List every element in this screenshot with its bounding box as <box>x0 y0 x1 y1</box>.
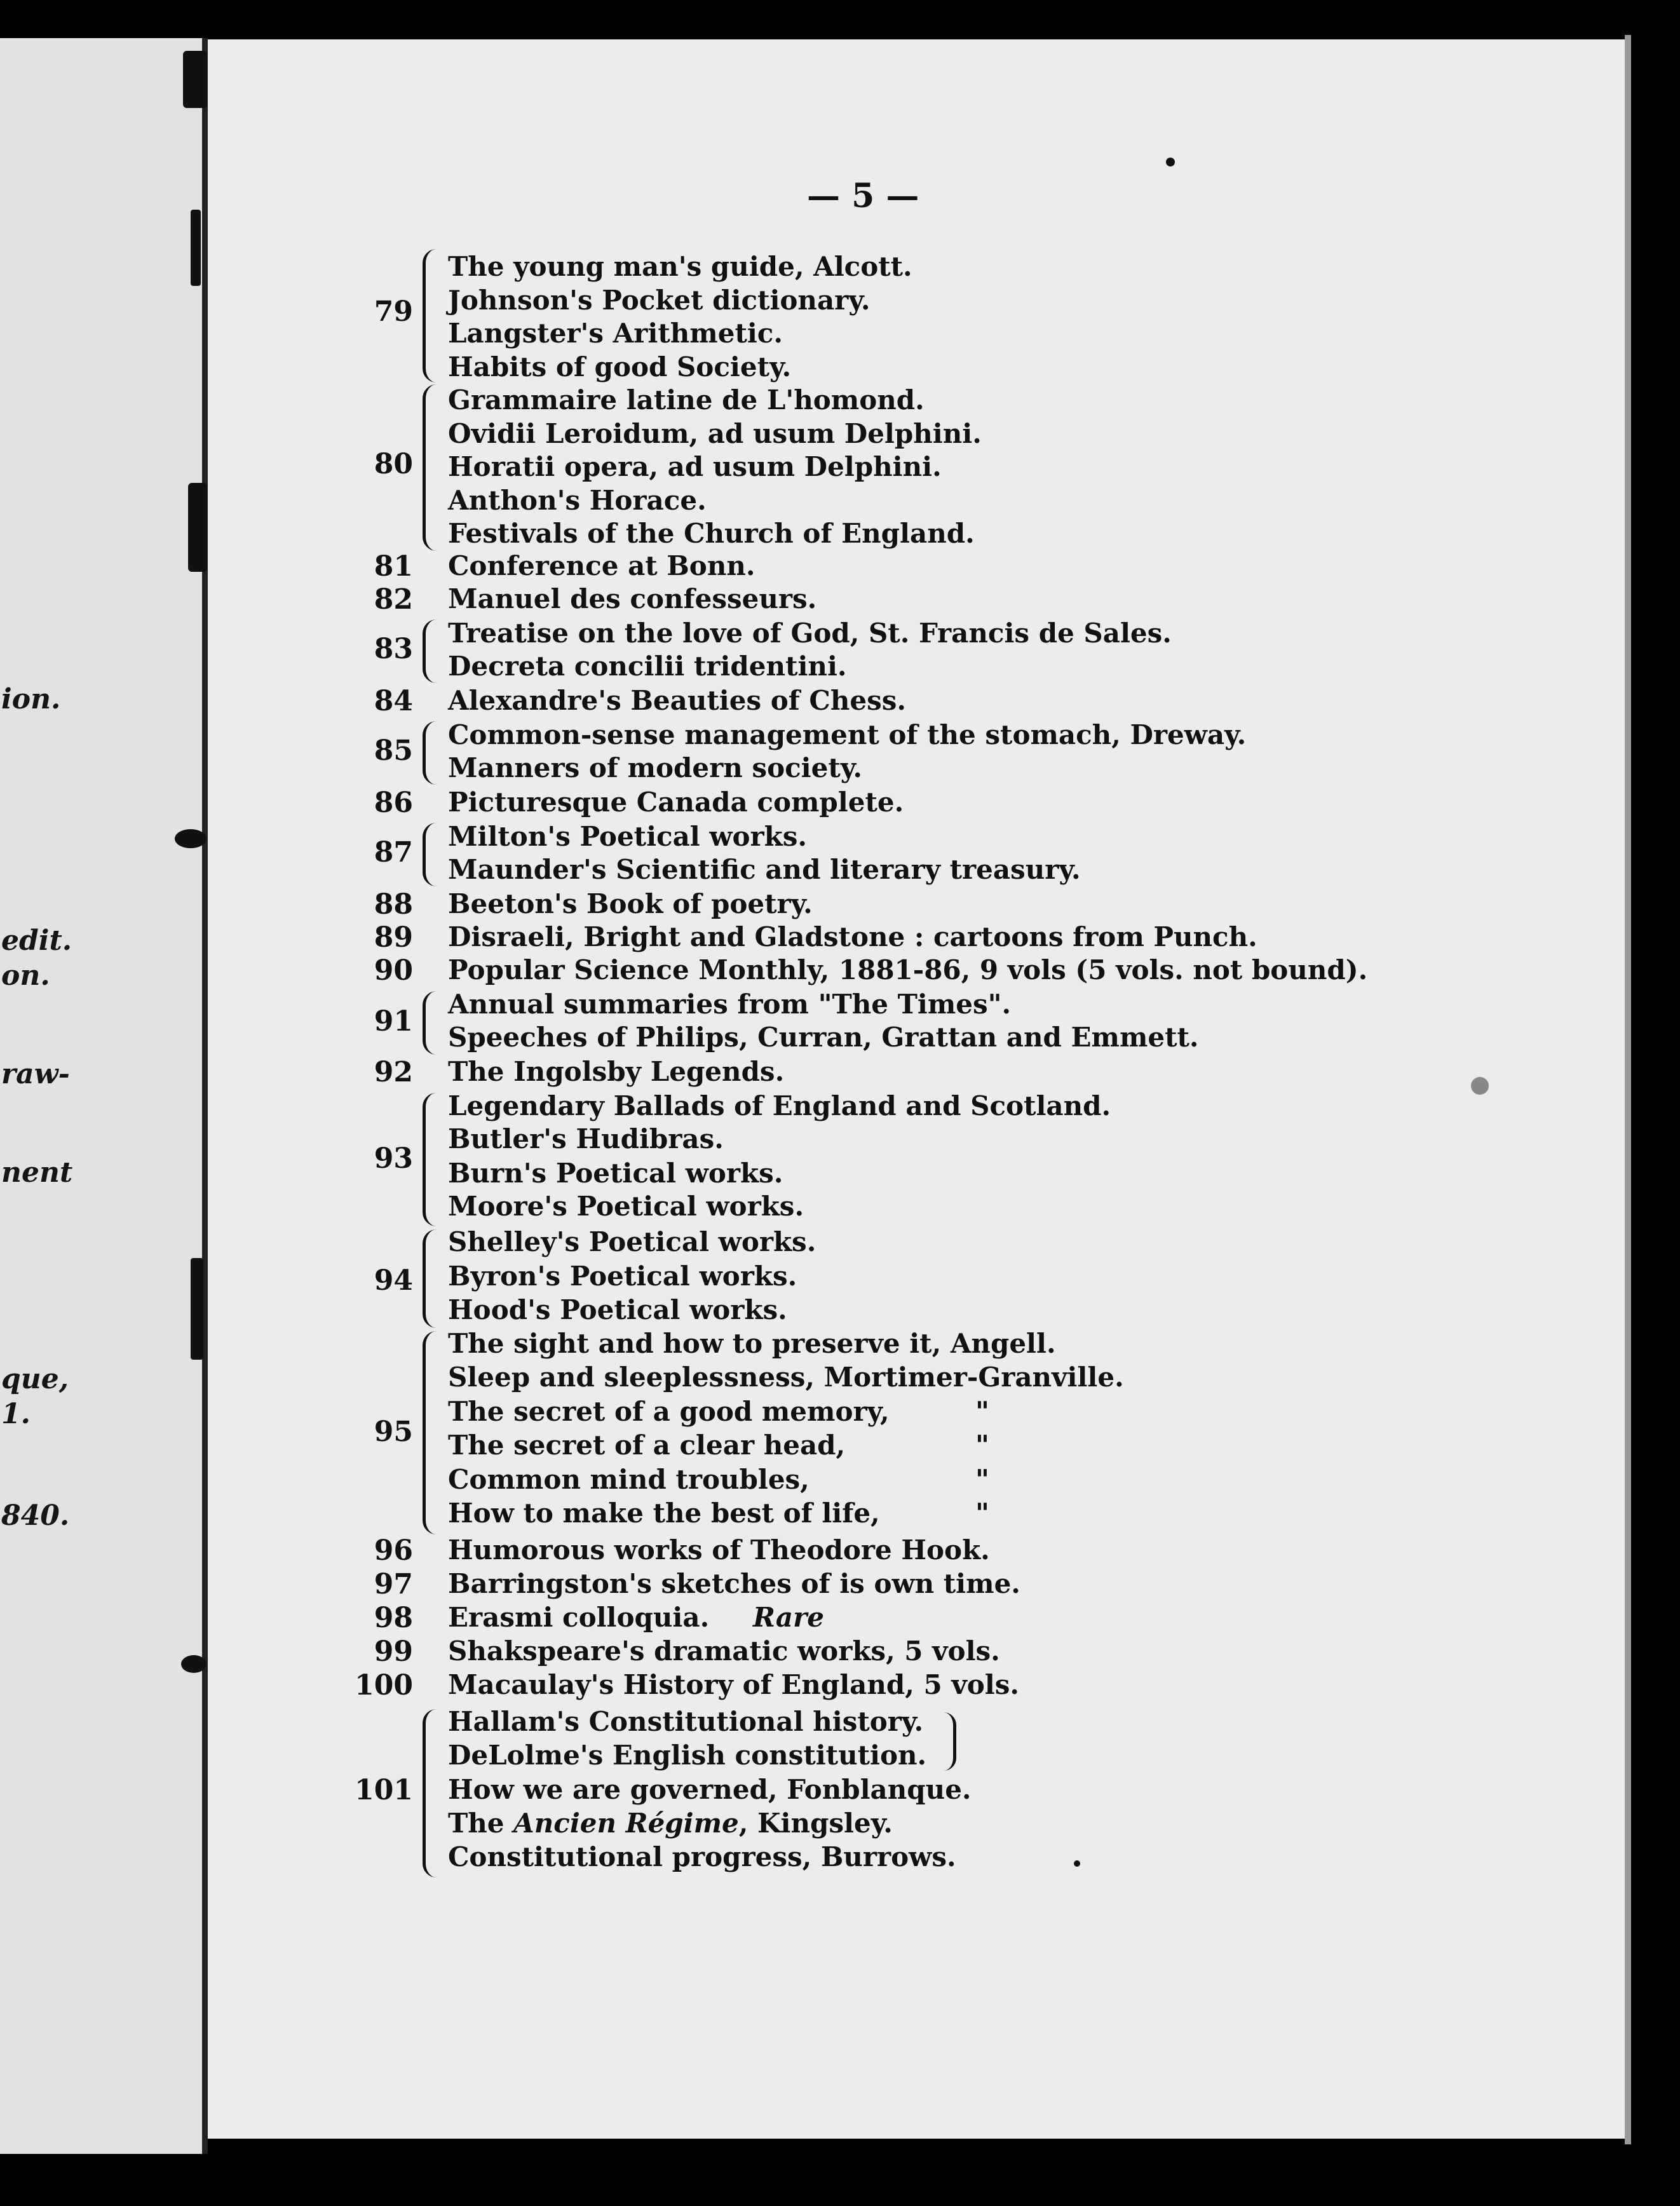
lot-number: 89 <box>374 921 413 954</box>
entry-line: DeLolme's English constitution. <box>448 1740 927 1771</box>
lot-number: 85 <box>374 734 413 767</box>
entry-line: Maunder's Scientific and literary treasury. <box>448 854 1081 885</box>
grouping-brace <box>423 823 442 886</box>
grouping-brace <box>423 991 442 1055</box>
lot-number: 91 <box>374 1005 413 1038</box>
lot-number: 82 <box>374 583 413 616</box>
lot-number: 98 <box>374 1602 413 1634</box>
entry-line: The secret of a good memory, <box>448 1396 890 1427</box>
lot-number: 81 <box>374 550 413 583</box>
entry-line: How we are governed, Fonblanque. <box>448 1774 972 1805</box>
lot-number: 87 <box>374 836 413 869</box>
left-fragment: 1. <box>1 1398 30 1430</box>
entry-line: Manuel des confesseurs. <box>448 583 817 614</box>
grouping-brace <box>423 721 442 785</box>
entry-line: Legendary Ballads of England and Scotland. <box>448 1090 1111 1121</box>
entry-italic-title: Ancien Régime <box>513 1808 739 1839</box>
entry-line: Annual summaries from "The Times". <box>448 989 1012 1020</box>
entry-line: Johnson's Pocket dictionary. <box>448 285 870 316</box>
left-fragment: que, <box>1 1363 69 1395</box>
entry-line: Habits of good Society. <box>448 351 792 382</box>
lot-number: 83 <box>374 633 413 665</box>
lot-number: 79 <box>374 295 413 328</box>
entry-line: Erasmi colloquia. <box>448 1602 710 1633</box>
entry-line: Ovidii Leroidum, ad usum Delphini. <box>448 418 982 449</box>
left-fragment: on. <box>1 959 50 992</box>
entry-line: Langster's Arithmetic. <box>448 318 783 349</box>
grouping-brace <box>423 1709 442 1878</box>
left-fragment: nent <box>1 1156 73 1189</box>
entry-line: Barringston's sketches of is own time. <box>448 1568 1020 1599</box>
entry-line: Shakspeare's dramatic works, 5 vols. <box>448 1635 1000 1667</box>
entry-line: Macaulay's History of England, 5 vols. <box>448 1669 1020 1700</box>
entry-line: Byron's Poetical works. <box>448 1261 797 1292</box>
ditto-mark: " <box>975 1430 989 1461</box>
grouping-brace <box>423 384 442 551</box>
entry-line: Speeches of Philips, Curran, Grattan and Emmett. <box>448 1022 1199 1053</box>
entry-line: Grammaire latine de L'homond. <box>448 384 925 416</box>
entry-line: Anthon's Horace. <box>448 485 707 516</box>
entry-line: Conference at Bonn. <box>448 550 755 581</box>
entry-line: Picturesque Canada complete. <box>448 787 904 818</box>
lot-number: 88 <box>374 888 413 921</box>
entry-line: Hallam's Constitutional history. <box>448 1706 924 1737</box>
entry-line: Butler's Hudibras. <box>448 1123 724 1154</box>
entry-line: Sleep and sleeplessness, Mortimer-Granville. <box>448 1362 1124 1393</box>
entry-line: Milton's Poetical works. <box>448 821 808 852</box>
entry-line: The sight and how to preserve it, Angell. <box>448 1328 1056 1359</box>
left-fragment: 840. <box>1 1499 70 1532</box>
entry-line: Common mind troubles, <box>448 1464 810 1495</box>
entry-line: Alexandre's Beauties of Chess. <box>448 685 907 716</box>
lot-number: 97 <box>374 1568 413 1600</box>
entry-line: How to make the best of life, <box>448 1498 880 1529</box>
entry-line: Popular Science Monthly, 1881-86, 9 vols (5 vols. not bound). <box>448 954 1368 985</box>
lot-number: 84 <box>374 685 413 717</box>
entry-line: Manners of modern society. <box>448 752 862 783</box>
entry-line: Humorous works of Theodore Hook. <box>448 1534 990 1566</box>
entry-line: Festivals of the Church of England. <box>448 518 975 549</box>
entry-line: Disraeli, Bright and Gladstone : cartoons from Punch. <box>448 921 1257 952</box>
entry-line: Horatii opera, ad usum Delphini. <box>448 451 942 482</box>
grouping-brace <box>423 1229 442 1328</box>
left-fragment: raw- <box>1 1058 70 1090</box>
entry-line: Constitutional progress, Burrows. <box>448 1841 956 1872</box>
entry-line: Burn's Poetical works. <box>448 1158 783 1189</box>
entry-line: Shelley's Poetical works. <box>448 1226 816 1257</box>
lot-number: 99 <box>374 1635 413 1668</box>
lot-number: 100 <box>355 1669 413 1702</box>
entry-line: Beeton's Book of poetry. <box>448 888 813 919</box>
lot-number: 101 <box>355 1774 413 1806</box>
entry-line: The young man's guide, Alcott. <box>448 251 912 282</box>
ditto-mark: " <box>975 1498 989 1529</box>
entry-line: Hood's Poetical works. <box>448 1294 787 1325</box>
page-number: — 5 — <box>807 177 919 215</box>
lot-number: 96 <box>374 1534 413 1567</box>
lot-number: 80 <box>374 448 413 480</box>
grouping-brace <box>423 249 442 382</box>
entry-line: Moore's Poetical works. <box>448 1191 804 1222</box>
entry-line: Common-sense management of the stomach, Dreway. <box>448 719 1247 750</box>
lot-number: 95 <box>374 1416 413 1448</box>
entry-text: The <box>448 1808 514 1839</box>
entry-line: Treatise on the love of God, St. Francis de Sales. <box>448 618 1172 649</box>
lot-number: 93 <box>374 1142 413 1175</box>
entry-line: Decreta concilii tridentini. <box>448 651 847 682</box>
grouping-brace <box>423 1093 442 1226</box>
entry-line-ancien-regime <box>448 1808 893 1839</box>
lot-number: 90 <box>374 954 413 987</box>
left-fragment: edit. <box>1 924 72 957</box>
ditto-mark: " <box>975 1464 989 1495</box>
lot-number: 86 <box>374 787 413 819</box>
lot-number: 92 <box>374 1056 413 1088</box>
ditto-mark: " <box>975 1396 989 1427</box>
rarity-note: Rare <box>753 1602 824 1633</box>
left-fragment: ion. <box>1 683 61 715</box>
entry-line: The secret of a clear head, <box>448 1430 846 1461</box>
grouping-brace <box>423 1331 442 1534</box>
entry-text: , Kingsley. <box>738 1808 893 1839</box>
grouping-brace <box>423 619 442 683</box>
closing-brace <box>939 1712 956 1771</box>
lot-number: 94 <box>374 1264 413 1297</box>
entry-line: The Ingolsby Legends. <box>448 1056 785 1087</box>
